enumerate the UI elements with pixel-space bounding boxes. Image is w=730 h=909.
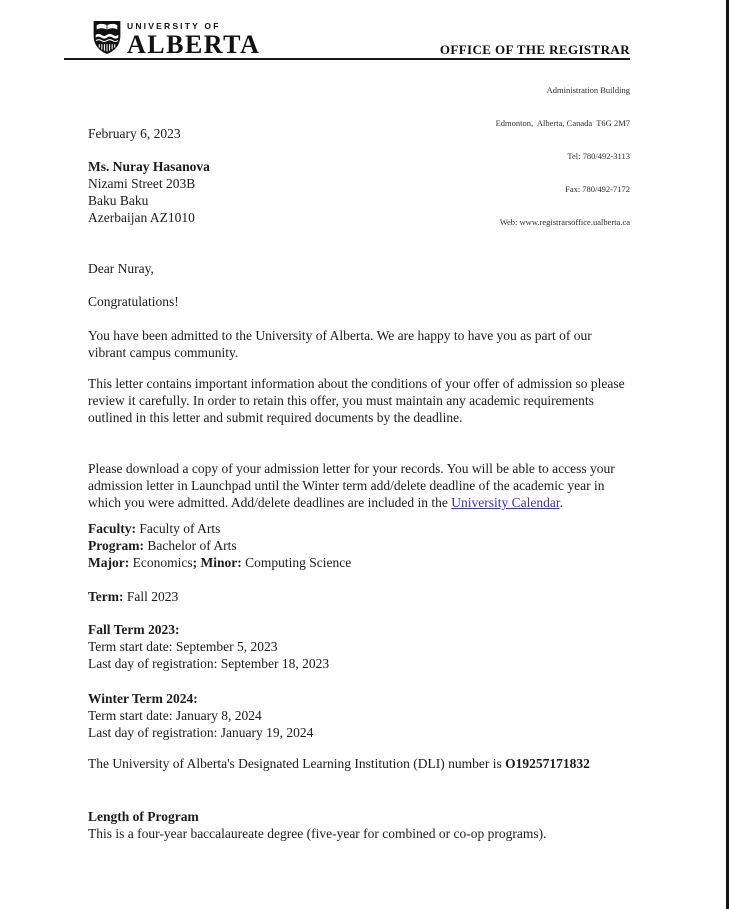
university-calendar-link[interactable]: University Calendar <box>451 495 560 510</box>
page-right-edge-line <box>726 0 729 909</box>
fall-term-start: Term start date: September 5, 2023 <box>88 639 278 654</box>
dli-line <box>88 755 633 772</box>
length-of-program-heading: Length of Program <box>88 809 199 824</box>
program-details-block <box>88 520 633 571</box>
term-label: Term: <box>88 589 124 604</box>
major-label: Major: <box>88 555 130 570</box>
dli-number: O19257171832 <box>505 756 590 771</box>
major-value: Economics <box>129 555 193 570</box>
recipient-address-line: Baku Baku <box>88 193 149 208</box>
address-line: Tel: 780/492-3113 <box>567 151 630 161</box>
letter-body <box>88 0 633 842</box>
address-line: Web: www.registrarsoffice.ualberta.ca <box>499 217 630 227</box>
program-label: Program: <box>88 538 144 553</box>
fall-term-block <box>88 621 633 672</box>
winter-term-start: Term start date: January 8, 2024 <box>88 708 262 723</box>
winter-term-block <box>88 690 633 741</box>
recipient-block <box>88 158 633 226</box>
minor-label: ; Minor: <box>192 555 242 570</box>
office-of-the-registrar-title: OFFICE OF THE REGISTRAR <box>439 42 630 57</box>
address-line: Fax: 780/492-7172 <box>565 184 630 194</box>
logo-university-of: UNIVERSITY OF <box>127 21 221 31</box>
fall-term-registration: Last day of registration: September 18, 2023 <box>88 656 330 671</box>
recipient-address-line: Azerbaijan AZ1010 <box>88 210 195 225</box>
paragraph-admitted: You have been admitted to the University of Alberta. We are happy to have you as part of our vibrant campus community. <box>88 328 592 360</box>
congratulations-line: Congratulations! <box>88 294 179 309</box>
paragraph-download-text: Please download a copy of your admission letter for your records. You will be able to access your admission letter in Launchpad until the Winter term add/delete deadline of the academic year in which you were admitted. Add/delete deadlines are included in the <box>88 461 615 510</box>
faculty-line <box>88 520 633 537</box>
dli-text: The University of Alberta's Designated Learning Institution (DLI) number is <box>88 756 506 771</box>
program-line <box>88 537 633 554</box>
recipient-name: Ms. Nuray Hasanova <box>88 159 210 174</box>
paragraph-download <box>88 460 633 511</box>
fall-term-heading: Fall Term 2023: <box>88 622 180 637</box>
faculty-label: Faculty: <box>88 521 136 536</box>
length-of-program-text: This is a four-year baccalaureate degree (five-year for combined or co-op programs). <box>88 826 547 841</box>
paragraph-download-period: . <box>559 495 563 510</box>
logo-alberta: ALBERTA <box>127 29 261 59</box>
faculty-value: Faculty of Arts <box>136 521 221 536</box>
term-line <box>88 588 633 605</box>
address-line: Administration Building <box>546 85 630 95</box>
letter-date: February 6, 2023 <box>88 126 181 141</box>
term-value: Fall 2023 <box>123 589 179 604</box>
winter-term-registration: Last day of registration: January 19, 2024 <box>88 725 314 740</box>
minor-value: Computing Science <box>241 555 352 570</box>
recipient-address-line: Nizami Street 203B <box>88 176 196 191</box>
winter-term-heading: Winter Term 2024: <box>88 691 198 706</box>
paragraph-conditions: This letter contains important information about the conditions of your offer of admission so please review it carefully. In order to retain this offer, you must maintain any academic requirements outlined in this letter and submit required documents by the deadline. <box>88 376 625 425</box>
length-of-program-block <box>88 808 633 842</box>
major-minor-line <box>88 554 633 571</box>
address-line: Edmonton, Alberta, Canada T6G 2M7 <box>495 118 630 128</box>
salutation: Dear Nuray, <box>88 261 154 276</box>
program-value: Bachelor of Arts <box>143 538 237 553</box>
